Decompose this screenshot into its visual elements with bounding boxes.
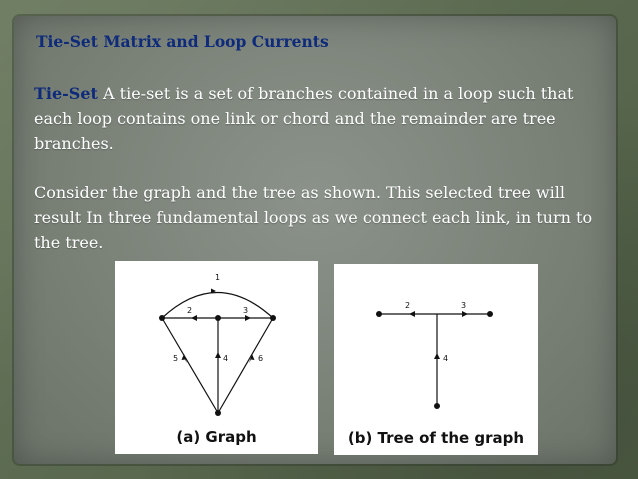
graph-node (215, 410, 221, 416)
tree-branch-4-arrow (434, 353, 440, 359)
graph-branch-label-6: 6 (258, 354, 264, 363)
graph-node (270, 315, 276, 321)
graph-branch-6 (218, 318, 273, 413)
tree-diagram (334, 264, 538, 419)
graph-branch-2-arrow (191, 315, 197, 321)
graph-branch-4-arrow (215, 352, 221, 358)
slide-title: Tie-Set Matrix and Loop Currents (36, 32, 329, 51)
graph-branch-3-arrow (245, 315, 251, 321)
graph-branch-label-2: 2 (187, 306, 193, 315)
tree-figure (334, 264, 538, 455)
tree-node (434, 403, 440, 409)
graph-caption: (a) Graph (176, 428, 257, 446)
tree-branch-2-arrow (409, 311, 415, 317)
tree-branch-label-4: 4 (443, 354, 449, 363)
tie-set-term: Tie-Set (34, 84, 98, 103)
tree-node (487, 311, 493, 317)
graph-figure (115, 261, 318, 454)
tree-branch-3-arrow (462, 311, 468, 317)
graph-branch-1 (162, 293, 273, 319)
tree-node (376, 311, 382, 317)
graph-branch-5 (162, 318, 218, 413)
tie-set-definition-text: A tie-set is a set of branches contained in a loop such that each loop contains one link or chord and the remainder are tree branches. (34, 84, 574, 153)
graph-diagram (115, 261, 318, 421)
graph-node (159, 315, 165, 321)
graph-description: Consider the graph and the tree as shown. This selected tree will result In three fundamental loops as we connect each link, in turn to the tree. (34, 183, 593, 252)
graph-branch-label-1: 1 (215, 273, 221, 282)
graph-branch-label-3: 3 (243, 306, 249, 315)
graph-node (215, 315, 221, 321)
graph-branch-label-5: 5 (173, 354, 179, 363)
tree-branch-label-2: 2 (405, 301, 411, 310)
tie-set-definition (34, 81, 599, 156)
tree-caption: (b) Tree of the graph (347, 429, 525, 447)
tree-branch-label-3: 3 (461, 301, 467, 310)
graph-branch-label-4: 4 (223, 354, 229, 363)
